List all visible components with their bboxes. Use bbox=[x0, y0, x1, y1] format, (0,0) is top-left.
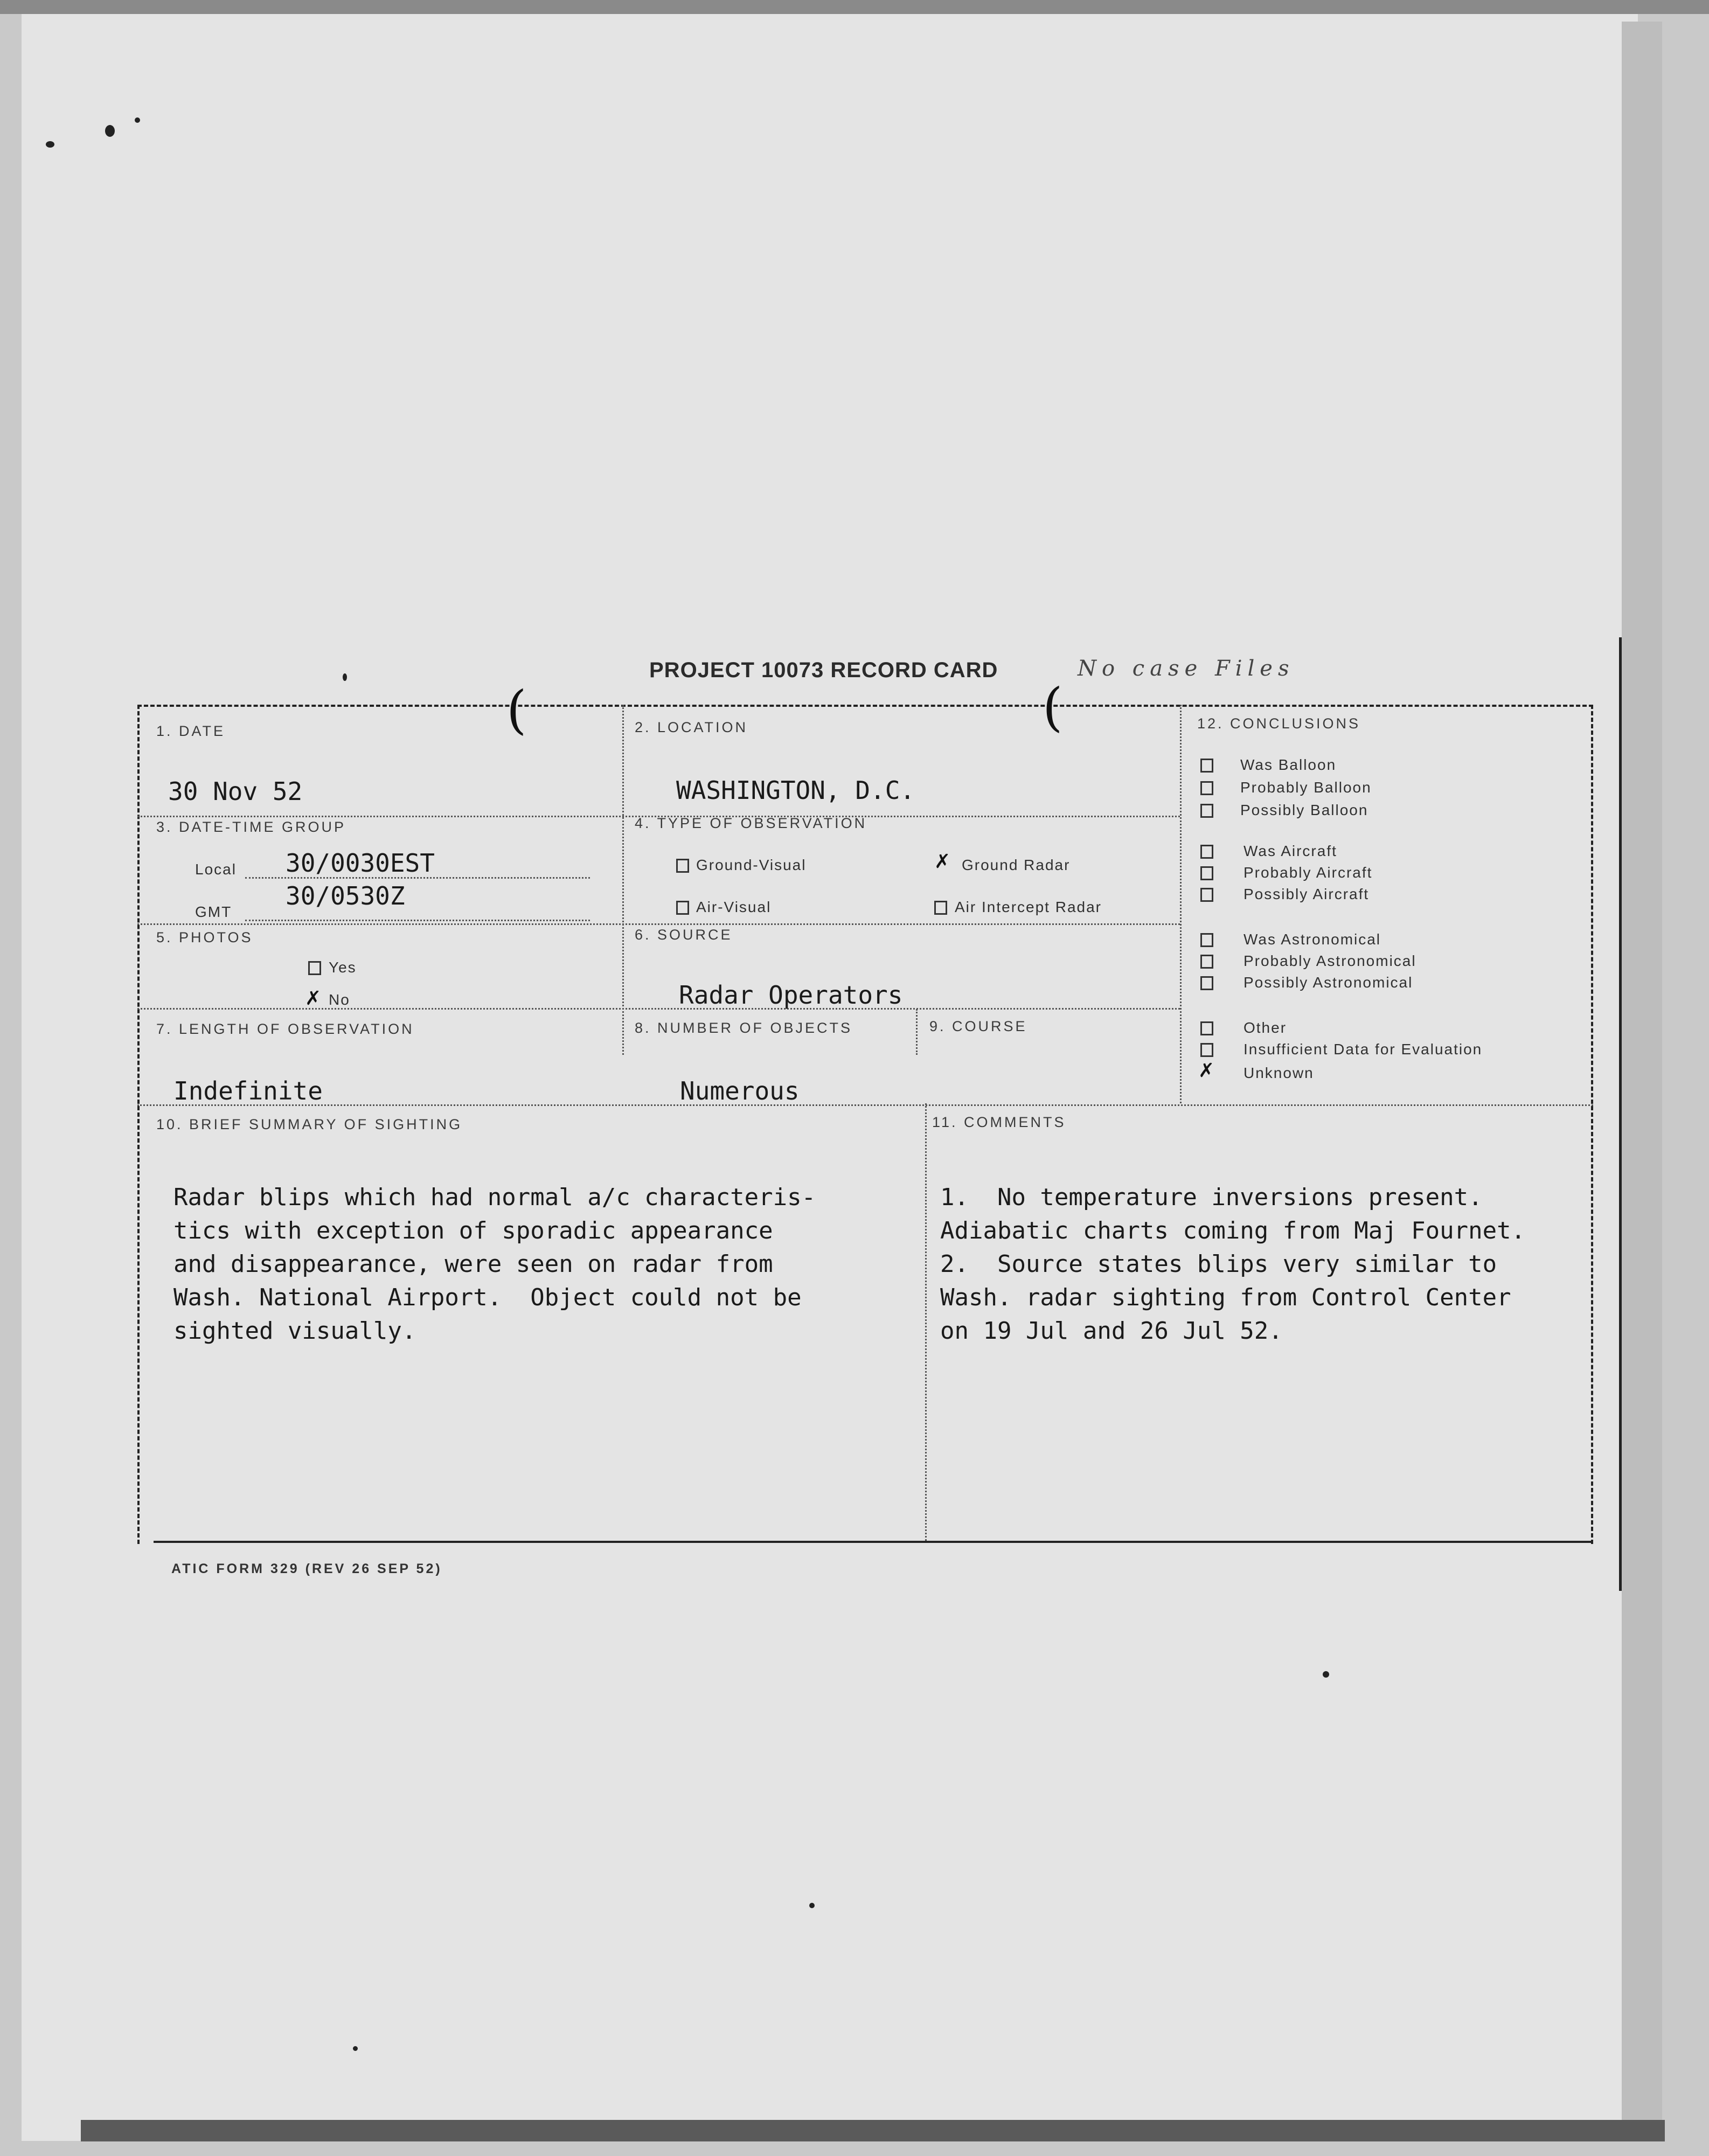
was-aircraft-option: Was Aircraft bbox=[1243, 843, 1337, 859]
scan-speck bbox=[343, 673, 347, 681]
summary-line: Wash. National Airport. Object could not be bbox=[173, 1284, 802, 1311]
form-number: ATIC FORM 329 (REV 26 SEP 52) bbox=[171, 1561, 442, 1576]
scan-speck bbox=[809, 1903, 815, 1908]
insufficient-data-option: Insufficient Data for Evaluation bbox=[1243, 1041, 1483, 1058]
scan-edge-bottom bbox=[81, 2120, 1665, 2141]
unknown-option: Unknown bbox=[1243, 1065, 1314, 1081]
scan-speck bbox=[1323, 1671, 1329, 1678]
ground-visual-checkbox[interactable] bbox=[676, 859, 689, 873]
summary-line: tics with exception of sporadic appearance bbox=[173, 1217, 773, 1244]
dtg-gmt-line bbox=[245, 920, 590, 921]
card-bottom-border bbox=[154, 1541, 1593, 1543]
ground-visual-option: Ground-Visual bbox=[696, 857, 807, 873]
dtg-local-line bbox=[245, 877, 590, 879]
card-right-rule bbox=[1619, 637, 1622, 1591]
scan-speck bbox=[135, 117, 140, 123]
photos-label: 5. PHOTOS bbox=[156, 929, 253, 945]
comments-label: 11. COMMENTS bbox=[932, 1114, 1066, 1130]
course-label: 9. COURSE bbox=[929, 1018, 1027, 1034]
source-label: 6. SOURCE bbox=[635, 927, 733, 943]
dtg-gmt-value: 30/0530Z bbox=[286, 881, 405, 910]
air-intercept-radar-option: Air Intercept Radar bbox=[955, 899, 1102, 915]
probably-aircraft-option: Probably Aircraft bbox=[1243, 864, 1373, 881]
possibly-balloon-option: Possibly Balloon bbox=[1240, 802, 1368, 818]
was-aircraft-checkbox[interactable] bbox=[1200, 845, 1213, 859]
divider-col1 bbox=[622, 705, 624, 1055]
insufficient-data-checkbox[interactable] bbox=[1200, 1043, 1213, 1057]
source-value: Radar Operators bbox=[679, 980, 903, 1010]
comments-line: Adiabatic charts coming from Maj Fournet. bbox=[940, 1217, 1526, 1244]
comments-line: on 19 Jul and 26 Jul 52. bbox=[940, 1317, 1283, 1345]
summary-label: 10. BRIEF SUMMARY OF SIGHTING bbox=[156, 1116, 463, 1132]
dtg-local-label: Local bbox=[195, 861, 237, 878]
row-divider-2 bbox=[137, 923, 1180, 925]
was-astronomical-option: Was Astronomical bbox=[1243, 931, 1381, 948]
probably-astronomical-checkbox[interactable] bbox=[1200, 955, 1213, 969]
probably-balloon-checkbox[interactable] bbox=[1200, 781, 1213, 795]
date-label: 1. DATE bbox=[156, 723, 226, 739]
air-intercept-radar-checkbox[interactable] bbox=[934, 901, 947, 915]
scan-speck bbox=[46, 141, 54, 148]
card-title: PROJECT 10073 RECORD CARD bbox=[649, 658, 998, 682]
possibly-astronomical-checkbox[interactable] bbox=[1200, 976, 1213, 990]
comments-line: Wash. radar sighting from Control Center bbox=[940, 1284, 1511, 1311]
photos-yes-checkbox[interactable] bbox=[308, 961, 321, 975]
comments-line: 1. No temperature inversions present. bbox=[940, 1184, 1483, 1211]
possibly-aircraft-checkbox[interactable] bbox=[1200, 888, 1213, 902]
air-visual-option: Air-Visual bbox=[696, 899, 772, 915]
probably-balloon-option: Probably Balloon bbox=[1240, 779, 1372, 796]
scan-edge-top bbox=[0, 0, 1709, 14]
location-label: 2. LOCATION bbox=[635, 719, 748, 735]
number-of-objects-label: 8. NUMBER OF OBJECTS bbox=[635, 1020, 853, 1036]
number-of-objects-value: Numerous bbox=[680, 1076, 800, 1105]
was-balloon-checkbox[interactable] bbox=[1200, 759, 1213, 773]
was-balloon-option: Was Balloon bbox=[1240, 756, 1337, 773]
dtg-label: 3. DATE-TIME GROUP bbox=[156, 819, 346, 835]
summary-line: and disappearance, were seen on radar from bbox=[173, 1250, 773, 1278]
comments-line: 2. Source states blips very similar to bbox=[940, 1250, 1497, 1278]
unknown-checked-mark[interactable]: ✗ bbox=[1198, 1060, 1215, 1082]
divider-bottom bbox=[925, 1103, 927, 1541]
divider-col2 bbox=[1180, 705, 1182, 1103]
dtg-gmt-label: GMT bbox=[195, 903, 232, 920]
photos-yes-option: Yes bbox=[329, 959, 357, 976]
scan-speck bbox=[105, 125, 115, 137]
ground-radar-option: Ground Radar bbox=[962, 857, 1071, 873]
other-option: Other bbox=[1243, 1019, 1287, 1036]
possibly-aircraft-option: Possibly Aircraft bbox=[1243, 886, 1370, 902]
summary-line: Radar blips which had normal a/c characteris- bbox=[173, 1184, 816, 1211]
ground-radar-checked-mark[interactable]: ✗ bbox=[934, 851, 951, 873]
length-label: 7. LENGTH OF OBSERVATION bbox=[156, 1021, 414, 1037]
other-checkbox[interactable] bbox=[1200, 1021, 1213, 1035]
scan-edge-right bbox=[1622, 22, 1662, 2123]
date-value: 30 Nov 52 bbox=[168, 777, 303, 806]
card-right-border bbox=[1591, 705, 1593, 1544]
photos-no-checked-mark[interactable]: ✗ bbox=[305, 987, 322, 1010]
scan-speck bbox=[353, 2046, 358, 2051]
air-visual-checkbox[interactable] bbox=[676, 901, 689, 915]
card-top-border bbox=[137, 705, 1593, 707]
comments-text bbox=[940, 1147, 1525, 1348]
bracket-mark: ( bbox=[1043, 677, 1063, 738]
summary-line: sighted visually. bbox=[173, 1317, 416, 1345]
photos-no-option: No bbox=[329, 991, 350, 1008]
probably-astronomical-option: Probably Astronomical bbox=[1243, 952, 1416, 969]
divider-course bbox=[916, 1009, 918, 1055]
row-divider-3 bbox=[137, 1008, 1180, 1010]
handwritten-note: No case Files bbox=[1078, 656, 1295, 681]
location-value: WASHINGTON, D.C. bbox=[676, 776, 915, 805]
summary-text bbox=[173, 1147, 816, 1348]
length-value: Indefinite bbox=[173, 1076, 323, 1105]
card-left-border bbox=[137, 705, 140, 1544]
probably-aircraft-checkbox[interactable] bbox=[1200, 866, 1213, 880]
possibly-astronomical-option: Possibly Astronomical bbox=[1243, 974, 1413, 991]
dtg-local-value: 30/0030EST bbox=[286, 849, 435, 878]
observation-type-label: 4. TYPE OF OBSERVATION bbox=[635, 815, 867, 831]
row-divider-4 bbox=[137, 1104, 1593, 1106]
conclusions-label: 12. CONCLUSIONS bbox=[1197, 715, 1361, 732]
possibly-balloon-checkbox[interactable] bbox=[1200, 804, 1213, 818]
was-astronomical-checkbox[interactable] bbox=[1200, 933, 1213, 947]
bracket-mark: ( bbox=[506, 680, 527, 740]
